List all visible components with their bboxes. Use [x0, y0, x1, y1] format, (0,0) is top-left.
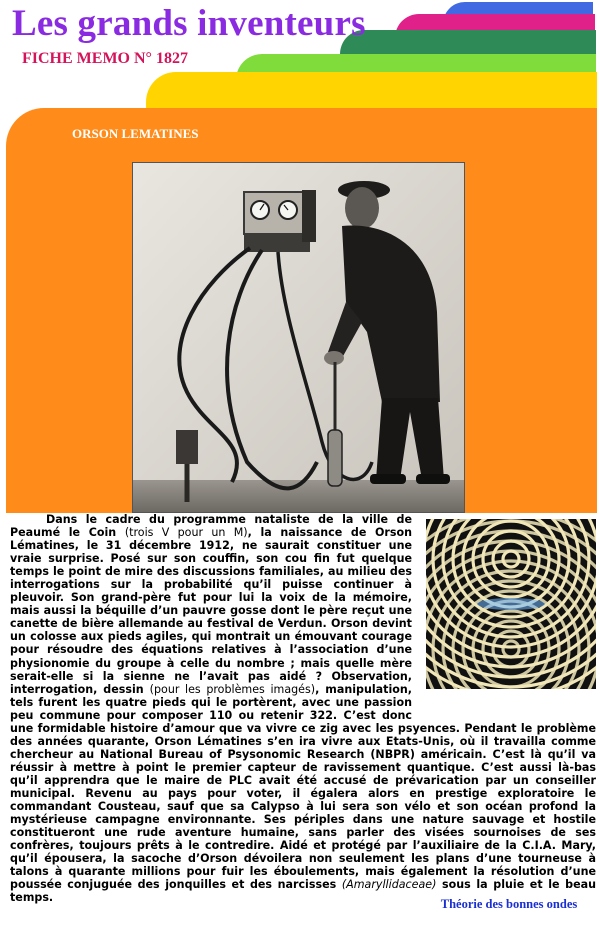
- page-title: Les grands inventeurs: [12, 3, 366, 44]
- figure-caption: Théorie des bonnes ondes: [440, 897, 578, 911]
- inventor-photo: [132, 162, 465, 513]
- text-run: sous la pluie et le beau temps.: [10, 878, 597, 905]
- text-note: (pour les problèmes imagés): [149, 682, 316, 696]
- text-note-italic: (Amaryllidaceae): [341, 878, 437, 892]
- center-highlight: [477, 598, 545, 610]
- text-run: , manipulation, tels furent les quatre pieds qui le portèrent, avec une passion peu commune pour composer 110 ou retenir 322. C’est donc une formidable histoire d’amour que va vivre ce zig avec les psyences. Pendant le problème des années quarante, Orson Lématines s’en ira vivre aux Etats-Unis, où il travailla comme chercheur au National Bureau of Psysonomic Research (NBPR) américain. C’est là qu’il va réussir à mettre à point le premier capteur de ravissement quantique. C’est aussi là-bas qu’il apprendra que le maire de PLC avait été accusé de prévarication par un conseiller municipal. Revenu au pays pour voter, il égalera alors en prestige exploratoire le commandant Cousteau, sauf que sa Calypso à lui sera son vélo et son océan profond la mystérieuse campagne environnante. Ses périples dans une nature sauvage et hostile constitueront une rude aventure humaine, sans parler des visées sournoises de ses confrères, toujours prêts à le contredire. Aidé et protégé par l’auxiliaire de la C.I.A. Mary, qu’il épousera, la sacoche d’Orson dévoilera non seulement les plans d’une tourneuse à talons à quarante millions pour fuir les éboulements, mais également la résolution d’une poussée conjuguée des jonquilles et des narcisses: [10, 682, 596, 892]
- text-run: , la naissance de Orson Lématines, le 31 décembre 1912, ne saurait constituer une vraie surprise. Posé sur son couffin, son cou fin fut quelque temps le point de mire des discussions familiales, au milieu des interrogations sur la probabilité qu’il puisse continuer à pleuvoir. Son grand-père fut pour lui la voix de la mémoire, mais aussi la béquille d’un pauvre gosse dont le père reçut une canette de bière allemande au festival de Verdun. Orson devint un colosse aux pieds agiles, qui montrait un émouvant courage pour résoudre des équations relatives à l’association d’une physionomie du groupe à celle du nombre ; mais quelle mère serait-elle si la sienne ne l’avait pas aidé ? Observation, interrogation, dessin: [10, 526, 412, 696]
- text-run: Dans le cadre du programme nataliste de la ville de Peaumé le Coin: [10, 513, 412, 540]
- gauge-panel: [244, 190, 316, 252]
- memo-number: FICHE MEMO N° 1827: [22, 50, 188, 67]
- moire-wave-pattern: [426, 519, 596, 689]
- article-body: [10, 513, 596, 904]
- figure-box: [420, 519, 596, 715]
- text-note: (trois V pour un M): [124, 526, 248, 540]
- inventor-name: ORSON LEMATINES: [72, 126, 199, 141]
